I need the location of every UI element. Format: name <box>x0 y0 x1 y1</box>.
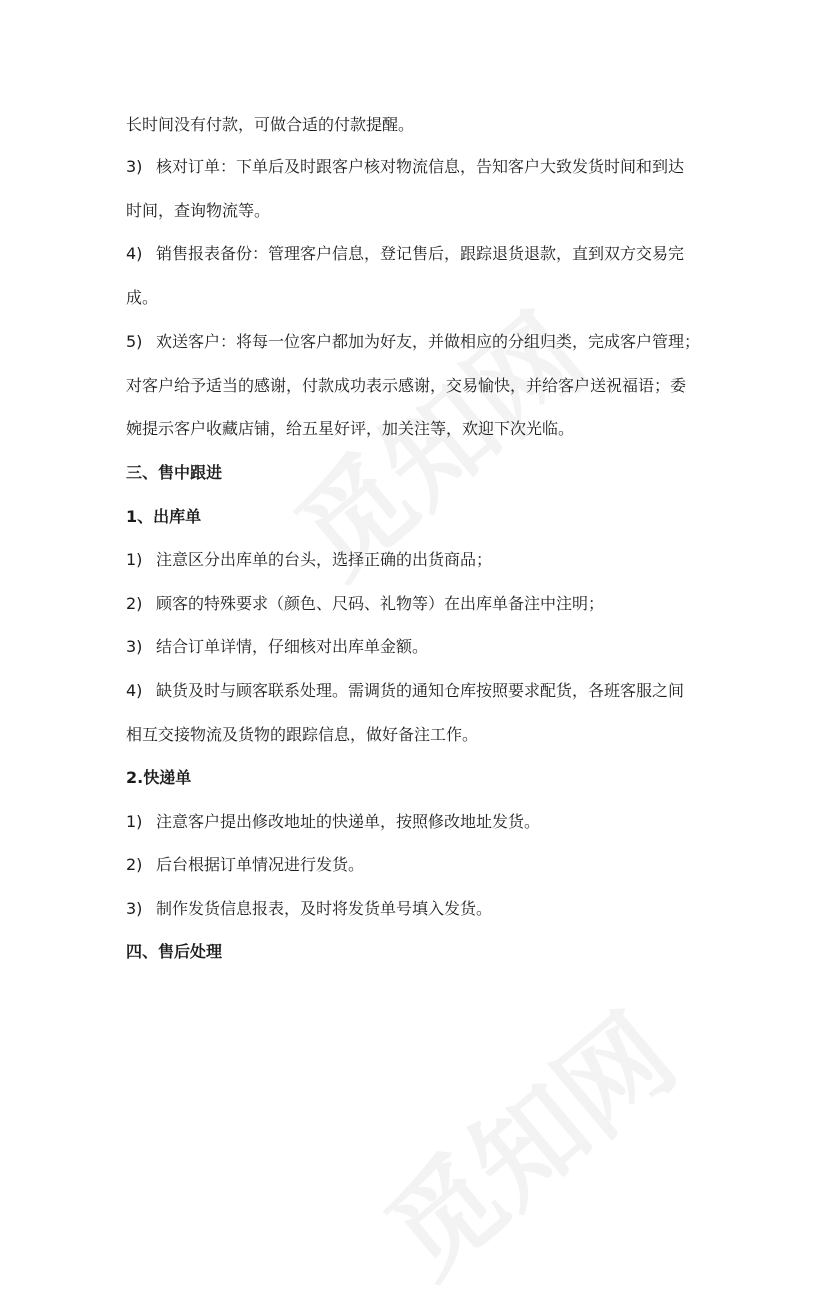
list-item-text: 核对订单：下单后及时跟客户核对物流信息，告知客户大致发货时间和到达 <box>156 157 685 176</box>
list-item-text: 注意区分出库单的台头，选择正确的出货商品； <box>156 550 493 569</box>
list-item-text: 结合订单详情，仔细核对出库单金额。 <box>156 637 429 656</box>
section-heading <box>126 941 720 963</box>
line-text: 对客户给予适当的感谢，付款成功表示感谢，交易愉快，并给客户送祝福语；委 <box>126 376 687 395</box>
list-item-text: 欢送客户：将每一位客户都加为好友，并做相应的分组归类，完成客户管理； <box>156 332 701 351</box>
list-item <box>126 898 720 920</box>
heading-text: 三、售中跟进 <box>126 463 223 482</box>
list-item-text: 注意客户提出修改地址的快递单，按照修改地址发货。 <box>156 812 541 831</box>
list-item-text: 缺货及时与顾客联系处理。需调货的通知仓库按照要求配货，各班客服之间 <box>156 681 685 700</box>
list-item <box>126 636 720 658</box>
text-line <box>126 418 720 440</box>
subsection-heading <box>126 506 720 528</box>
list-item <box>126 243 720 265</box>
list-number: 4) <box>126 244 143 263</box>
list-item <box>126 680 720 702</box>
text-line <box>126 724 720 746</box>
list-item-text: 制作发货信息报表，及时将发货单号填入发货。 <box>156 899 493 918</box>
list-number: 4) <box>126 681 143 700</box>
list-item-text: 销售报表备份：管理客户信息，登记售后，跟踪退货退款，直到双方交易完 <box>156 244 685 263</box>
list-item-text: 顾客的特殊要求（颜色、尺码、礼物等）在出库单备注中注明； <box>156 594 605 613</box>
line-text: 长时间没有付款，可做合适的付款提醒。 <box>126 115 415 134</box>
line-text: 相互交接物流及货物的跟踪信息，做好备注工作。 <box>126 725 479 744</box>
list-number: 2) <box>126 594 143 613</box>
list-number: 1) <box>126 812 143 831</box>
list-item <box>126 811 720 833</box>
text-line <box>126 287 720 309</box>
list-item-text: 后台根据订单情况进行发货。 <box>156 855 365 874</box>
list-item <box>126 331 720 353</box>
list-number: 1) <box>126 550 143 569</box>
subsection-heading <box>126 767 720 789</box>
heading-text: 2.快递单 <box>126 768 192 787</box>
line-text: 婉提示客户收藏店铺，给五星好评，加关注等，欢迎下次光临。 <box>126 419 575 438</box>
list-number: 2) <box>126 855 143 874</box>
list-item <box>126 854 720 876</box>
list-number: 3) <box>126 899 143 918</box>
line-text: 成。 <box>126 288 159 307</box>
list-number: 3) <box>126 637 143 656</box>
line-text: 时间，查询物流等。 <box>126 201 271 220</box>
text-line <box>126 375 720 397</box>
list-item <box>126 156 720 178</box>
list-number: 5) <box>126 332 143 351</box>
heading-text: 四、售后处理 <box>126 942 223 961</box>
list-item <box>126 549 720 571</box>
list-item <box>126 593 720 615</box>
text-line <box>126 200 720 222</box>
heading-text: 1、出库单 <box>126 507 202 526</box>
watermark <box>348 972 702 1305</box>
section-heading <box>126 462 720 484</box>
text-line <box>126 114 720 136</box>
list-number: 3) <box>126 157 143 176</box>
